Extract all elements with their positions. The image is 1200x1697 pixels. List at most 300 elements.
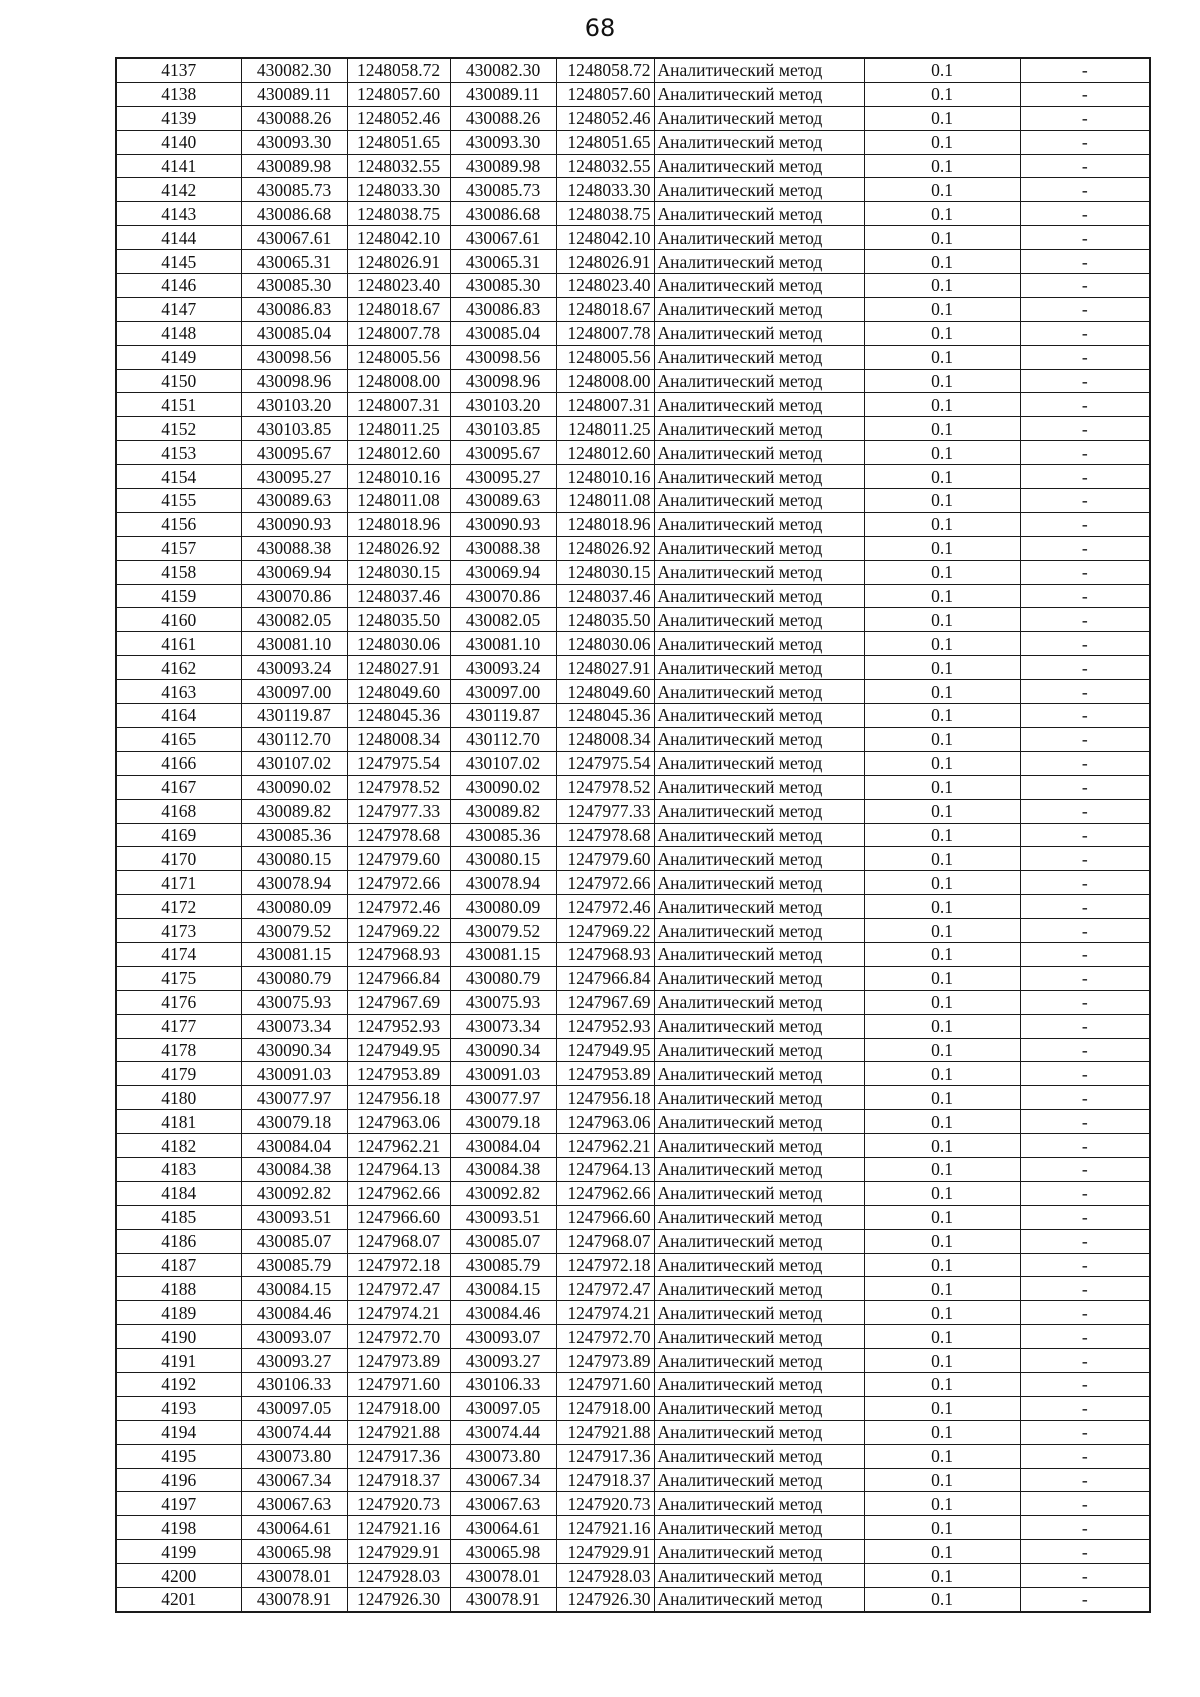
y-old-cell: 1248030.06 [347,632,450,656]
y-new-cell: 1247971.60 [556,1372,654,1396]
table-row [116,1444,1150,1468]
method-cell: Аналитический метод [654,1181,864,1205]
accuracy-cell: 0.1 [864,1086,1020,1110]
y-old-cell: 1247928.03 [347,1564,450,1588]
x-new-cell: 430078.91 [450,1588,556,1612]
method-cell: Аналитический метод [654,990,864,1014]
accuracy-cell: 0.1 [864,1516,1020,1540]
point-number-cell: 4166 [116,751,241,775]
accuracy-cell: 0.1 [864,178,1020,202]
x-new-cell: 430106.33 [450,1372,556,1396]
table-row [116,1588,1150,1612]
x-old-cell: 430095.67 [241,441,347,465]
x-new-cell: 430078.01 [450,1564,556,1588]
note-cell: - [1020,345,1150,369]
point-number-cell: 4185 [116,1205,241,1229]
accuracy-cell: 0.1 [864,1468,1020,1492]
method-cell: Аналитический метод [654,1157,864,1181]
y-new-cell: 1248018.96 [556,512,654,536]
method-cell: Аналитический метод [654,1277,864,1301]
accuracy-cell: 0.1 [864,919,1020,943]
note-cell: - [1020,895,1150,919]
y-old-cell: 1247929.91 [347,1540,450,1564]
accuracy-cell: 0.1 [864,1301,1020,1325]
method-cell: Аналитический метод [654,1014,864,1038]
method-cell: Аналитический метод [654,512,864,536]
y-old-cell: 1247956.18 [347,1086,450,1110]
point-number-cell: 4149 [116,345,241,369]
note-cell: - [1020,1588,1150,1612]
note-cell: - [1020,1181,1150,1205]
point-number-cell: 4142 [116,178,241,202]
x-new-cell: 430067.61 [450,226,556,250]
table-row [116,560,1150,584]
x-new-cell: 430088.38 [450,536,556,560]
y-old-cell: 1247964.13 [347,1157,450,1181]
method-cell: Аналитический метод [654,608,864,632]
point-number-cell: 4150 [116,369,241,393]
table-row [116,226,1150,250]
x-old-cell: 430103.20 [241,393,347,417]
x-old-cell: 430084.46 [241,1301,347,1325]
note-cell: - [1020,847,1150,871]
note-cell: - [1020,1540,1150,1564]
y-new-cell: 1248011.08 [556,489,654,513]
accuracy-cell: 0.1 [864,1420,1020,1444]
method-cell: Аналитический метод [654,680,864,704]
x-old-cell: 430088.38 [241,536,347,560]
note-cell: - [1020,751,1150,775]
note-cell: - [1020,82,1150,106]
table-row [116,441,1150,465]
x-new-cell: 430065.98 [450,1540,556,1564]
note-cell: - [1020,274,1150,298]
table-row [116,1492,1150,1516]
x-new-cell: 430092.82 [450,1181,556,1205]
note-cell: - [1020,1564,1150,1588]
y-old-cell: 1248033.30 [347,178,450,202]
point-number-cell: 4165 [116,727,241,751]
note-cell: - [1020,656,1150,680]
x-new-cell: 430067.63 [450,1492,556,1516]
y-old-cell: 1247953.89 [347,1062,450,1086]
point-number-cell: 4186 [116,1229,241,1253]
table-row [116,369,1150,393]
x-old-cell: 430093.27 [241,1349,347,1373]
method-cell: Аналитический метод [654,1492,864,1516]
table-row [116,751,1150,775]
accuracy-cell: 0.1 [864,1325,1020,1349]
method-cell: Аналитический метод [654,704,864,728]
point-number-cell: 4194 [116,1420,241,1444]
x-new-cell: 430103.85 [450,417,556,441]
x-new-cell: 430093.24 [450,656,556,680]
y-old-cell: 1248008.34 [347,727,450,751]
note-cell: - [1020,680,1150,704]
accuracy-cell: 0.1 [864,417,1020,441]
note-cell: - [1020,1086,1150,1110]
accuracy-cell: 0.1 [864,1253,1020,1277]
method-cell: Аналитический метод [654,1110,864,1134]
method-cell: Аналитический метод [654,1086,864,1110]
accuracy-cell: 0.1 [864,1564,1020,1588]
table-row [116,1468,1150,1492]
y-new-cell: 1247956.18 [556,1086,654,1110]
accuracy-cell: 0.1 [864,465,1020,489]
method-cell: Аналитический метод [654,297,864,321]
method-cell: Аналитический метод [654,154,864,178]
accuracy-cell: 0.1 [864,1014,1020,1038]
y-new-cell: 1247978.68 [556,823,654,847]
y-new-cell: 1247926.30 [556,1588,654,1612]
table-row [116,489,1150,513]
accuracy-cell: 0.1 [864,58,1020,82]
note-cell: - [1020,775,1150,799]
point-number-cell: 4164 [116,704,241,728]
y-new-cell: 1248023.40 [556,274,654,298]
table-row [116,656,1150,680]
y-old-cell: 1247972.47 [347,1277,450,1301]
y-old-cell: 1247920.73 [347,1492,450,1516]
point-number-cell: 4146 [116,274,241,298]
table-row [116,393,1150,417]
accuracy-cell: 0.1 [864,751,1020,775]
x-new-cell: 430085.79 [450,1253,556,1277]
x-old-cell: 430103.85 [241,417,347,441]
y-old-cell: 1248011.08 [347,489,450,513]
table-row [116,1349,1150,1373]
method-cell: Аналитический метод [654,1564,864,1588]
accuracy-cell: 0.1 [864,727,1020,751]
table-row [116,202,1150,226]
accuracy-cell: 0.1 [864,680,1020,704]
accuracy-cell: 0.1 [864,560,1020,584]
y-new-cell: 1248008.00 [556,369,654,393]
y-new-cell: 1248005.56 [556,345,654,369]
y-new-cell: 1247966.60 [556,1205,654,1229]
table-row [116,727,1150,751]
y-new-cell: 1248058.72 [556,58,654,82]
y-new-cell: 1248051.65 [556,130,654,154]
y-old-cell: 1247968.93 [347,942,450,966]
x-new-cell: 430093.51 [450,1205,556,1229]
note-cell: - [1020,871,1150,895]
table-row [116,632,1150,656]
note-cell: - [1020,1038,1150,1062]
method-cell: Аналитический метод [654,1396,864,1420]
x-new-cell: 430077.97 [450,1086,556,1110]
x-old-cell: 430107.02 [241,751,347,775]
method-cell: Аналитический метод [654,250,864,274]
table-row [116,919,1150,943]
point-number-cell: 4152 [116,417,241,441]
point-number-cell: 4154 [116,465,241,489]
x-new-cell: 430078.94 [450,871,556,895]
method-cell: Аналитический метод [654,1540,864,1564]
accuracy-cell: 0.1 [864,1444,1020,1468]
point-number-cell: 4191 [116,1349,241,1373]
y-new-cell: 1247962.21 [556,1134,654,1158]
method-cell: Аналитический метод [654,58,864,82]
table-row [116,1540,1150,1564]
accuracy-cell: 0.1 [864,321,1020,345]
y-old-cell: 1247962.21 [347,1134,450,1158]
note-cell: - [1020,966,1150,990]
y-old-cell: 1247977.33 [347,799,450,823]
x-new-cell: 430098.56 [450,345,556,369]
note-cell: - [1020,990,1150,1014]
x-new-cell: 430065.31 [450,250,556,274]
point-number-cell: 4190 [116,1325,241,1349]
note-cell: - [1020,823,1150,847]
method-cell: Аналитический метод [654,1588,864,1612]
y-new-cell: 1247975.54 [556,751,654,775]
x-new-cell: 430081.10 [450,632,556,656]
method-cell: Аналитический метод [654,274,864,298]
method-cell: Аналитический метод [654,1516,864,1540]
point-number-cell: 4183 [116,1157,241,1181]
x-old-cell: 430098.56 [241,345,347,369]
y-old-cell: 1248008.00 [347,369,450,393]
x-new-cell: 430090.02 [450,775,556,799]
note-cell: - [1020,536,1150,560]
y-new-cell: 1247972.18 [556,1253,654,1277]
y-new-cell: 1247928.03 [556,1564,654,1588]
x-new-cell: 430085.36 [450,823,556,847]
table-row [116,297,1150,321]
method-cell: Аналитический метод [654,345,864,369]
y-new-cell: 1248032.55 [556,154,654,178]
accuracy-cell: 0.1 [864,584,1020,608]
point-number-cell: 4171 [116,871,241,895]
table-row [116,1325,1150,1349]
accuracy-cell: 0.1 [864,369,1020,393]
accuracy-cell: 0.1 [864,202,1020,226]
accuracy-cell: 0.1 [864,1181,1020,1205]
x-old-cell: 430082.30 [241,58,347,82]
accuracy-cell: 0.1 [864,1588,1020,1612]
point-number-cell: 4196 [116,1468,241,1492]
y-new-cell: 1247964.13 [556,1157,654,1181]
y-old-cell: 1248011.25 [347,417,450,441]
point-number-cell: 4147 [116,297,241,321]
coordinates-table [115,57,1151,1613]
point-number-cell: 4144 [116,226,241,250]
method-cell: Аналитический метод [654,202,864,226]
y-new-cell: 1247963.06 [556,1110,654,1134]
method-cell: Аналитический метод [654,1325,864,1349]
method-cell: Аналитический метод [654,1038,864,1062]
method-cell: Аналитический метод [654,536,864,560]
table-row [116,1277,1150,1301]
x-new-cell: 430073.80 [450,1444,556,1468]
table-row [116,82,1150,106]
note-cell: - [1020,1349,1150,1373]
note-cell: - [1020,154,1150,178]
table-row [116,345,1150,369]
y-old-cell: 1247969.22 [347,919,450,943]
x-old-cell: 430070.86 [241,584,347,608]
method-cell: Аналитический метод [654,1349,864,1373]
y-new-cell: 1247921.88 [556,1420,654,1444]
accuracy-cell: 0.1 [864,1062,1020,1086]
table-row [116,1301,1150,1325]
table-row [116,106,1150,130]
x-old-cell: 430078.01 [241,1564,347,1588]
x-new-cell: 430084.46 [450,1301,556,1325]
x-new-cell: 430080.15 [450,847,556,871]
y-new-cell: 1247921.16 [556,1516,654,1540]
x-old-cell: 430085.36 [241,823,347,847]
point-number-cell: 4160 [116,608,241,632]
point-number-cell: 4184 [116,1181,241,1205]
table-row [116,1253,1150,1277]
y-old-cell: 1248026.91 [347,250,450,274]
method-cell: Аналитический метод [654,1134,864,1158]
x-new-cell: 430095.27 [450,465,556,489]
y-old-cell: 1247966.84 [347,966,450,990]
note-cell: - [1020,441,1150,465]
note-cell: - [1020,1253,1150,1277]
y-new-cell: 1247953.89 [556,1062,654,1086]
point-number-cell: 4153 [116,441,241,465]
point-number-cell: 4198 [116,1516,241,1540]
x-new-cell: 430086.83 [450,297,556,321]
y-old-cell: 1247974.21 [347,1301,450,1325]
accuracy-cell: 0.1 [864,226,1020,250]
table-row [116,1229,1150,1253]
y-old-cell: 1247979.60 [347,847,450,871]
point-number-cell: 4195 [116,1444,241,1468]
point-number-cell: 4151 [116,393,241,417]
y-old-cell: 1247978.52 [347,775,450,799]
x-old-cell: 430091.03 [241,1062,347,1086]
y-new-cell: 1248027.91 [556,656,654,680]
y-new-cell: 1247917.36 [556,1444,654,1468]
note-cell: - [1020,584,1150,608]
x-new-cell: 430093.07 [450,1325,556,1349]
method-cell: Аналитический метод [654,1444,864,1468]
point-number-cell: 4140 [116,130,241,154]
x-old-cell: 430074.44 [241,1420,347,1444]
note-cell: - [1020,465,1150,489]
x-new-cell: 430082.30 [450,58,556,82]
x-old-cell: 430079.18 [241,1110,347,1134]
y-old-cell: 1247971.60 [347,1372,450,1396]
table-row [116,942,1150,966]
y-new-cell: 1248049.60 [556,680,654,704]
accuracy-cell: 0.1 [864,608,1020,632]
point-number-cell: 4188 [116,1277,241,1301]
point-number-cell: 4182 [116,1134,241,1158]
table-row [116,680,1150,704]
method-cell: Аналитический метод [654,226,864,250]
accuracy-cell: 0.1 [864,966,1020,990]
method-cell: Аналитический метод [654,321,864,345]
point-number-cell: 4163 [116,680,241,704]
table-row [116,1014,1150,1038]
point-number-cell: 4155 [116,489,241,513]
note-cell: - [1020,1396,1150,1420]
y-old-cell: 1247918.00 [347,1396,450,1420]
method-cell: Аналитический метод [654,130,864,154]
note-cell: - [1020,1205,1150,1229]
accuracy-cell: 0.1 [864,1277,1020,1301]
x-old-cell: 430098.96 [241,369,347,393]
method-cell: Аналитический метод [654,799,864,823]
accuracy-cell: 0.1 [864,1540,1020,1564]
method-cell: Аналитический метод [654,919,864,943]
y-new-cell: 1248007.78 [556,321,654,345]
accuracy-cell: 0.1 [864,441,1020,465]
y-old-cell: 1248007.78 [347,321,450,345]
note-cell: - [1020,1444,1150,1468]
point-number-cell: 4180 [116,1086,241,1110]
x-new-cell: 430074.44 [450,1420,556,1444]
table-row [116,1110,1150,1134]
x-old-cell: 430089.63 [241,489,347,513]
note-cell: - [1020,226,1150,250]
y-old-cell: 1248005.56 [347,345,450,369]
x-old-cell: 430064.61 [241,1516,347,1540]
table-row [116,1062,1150,1086]
y-new-cell: 1247918.00 [556,1396,654,1420]
y-new-cell: 1248042.10 [556,226,654,250]
note-cell: - [1020,704,1150,728]
x-old-cell: 430089.11 [241,82,347,106]
point-number-cell: 4175 [116,966,241,990]
x-new-cell: 430075.93 [450,990,556,1014]
table-row [116,512,1150,536]
y-old-cell: 1247975.54 [347,751,450,775]
x-old-cell: 430090.93 [241,512,347,536]
x-old-cell: 430085.04 [241,321,347,345]
y-old-cell: 1247978.68 [347,823,450,847]
point-number-cell: 4189 [116,1301,241,1325]
x-new-cell: 430085.73 [450,178,556,202]
accuracy-cell: 0.1 [864,1396,1020,1420]
method-cell: Аналитический метод [654,106,864,130]
y-old-cell: 1248037.46 [347,584,450,608]
note-cell: - [1020,417,1150,441]
point-number-cell: 4172 [116,895,241,919]
x-new-cell: 430093.27 [450,1349,556,1373]
table-row [116,895,1150,919]
table-row [116,274,1150,298]
method-cell: Аналитический метод [654,1062,864,1086]
x-old-cell: 430078.94 [241,871,347,895]
y-new-cell: 1247949.95 [556,1038,654,1062]
y-new-cell: 1247952.93 [556,1014,654,1038]
x-new-cell: 430098.96 [450,369,556,393]
note-cell: - [1020,106,1150,130]
point-number-cell: 4139 [116,106,241,130]
y-new-cell: 1248007.31 [556,393,654,417]
accuracy-cell: 0.1 [864,895,1020,919]
method-cell: Аналитический метод [654,465,864,489]
x-new-cell: 430084.04 [450,1134,556,1158]
table-row [116,584,1150,608]
table-row [116,465,1150,489]
note-cell: - [1020,489,1150,513]
method-cell: Аналитический метод [654,1420,864,1444]
method-cell: Аналитический метод [654,1372,864,1396]
x-old-cell: 430084.04 [241,1134,347,1158]
y-new-cell: 1247968.93 [556,942,654,966]
table-row [116,1181,1150,1205]
y-new-cell: 1247978.52 [556,775,654,799]
table-row [116,1516,1150,1540]
